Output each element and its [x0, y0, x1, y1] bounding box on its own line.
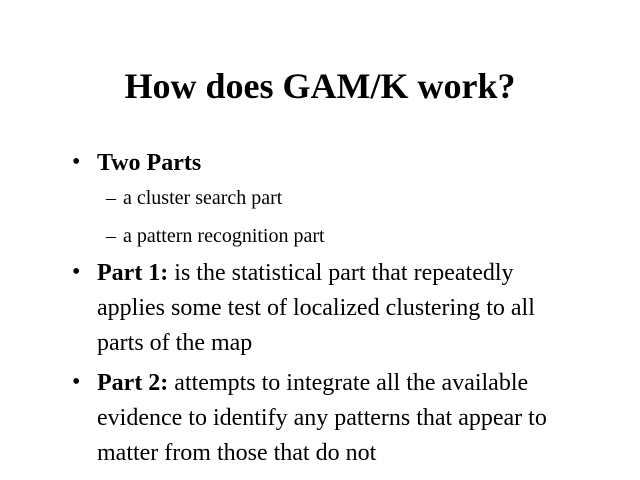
sub-item-text: a cluster search part	[123, 187, 283, 209]
bullet-two-parts	[72, 146, 572, 181]
bullet-heading: Part 2:	[97, 370, 169, 396]
bullet-heading: Two Parts	[97, 150, 202, 176]
sub-item-text: a pattern recognition part	[123, 225, 325, 247]
sub-item-cluster-search	[106, 186, 282, 210]
slide-title: How does GAM/K work?	[124, 66, 516, 106]
sub-marker: –	[106, 225, 116, 247]
bullet-marker: •	[72, 369, 81, 395]
bullet-marker: •	[72, 149, 81, 175]
bullet-text	[97, 366, 572, 471]
bullet-text	[97, 146, 572, 181]
sub-item-pattern-recognition	[106, 224, 325, 248]
bullet-heading: Part 1:	[97, 260, 169, 286]
bullet-text	[97, 256, 572, 361]
sub-marker: –	[106, 187, 116, 209]
bullet-body: attempts to integrate all the available evidence to identify any patterns that appear to matter from those that do not	[97, 370, 547, 466]
bullet-marker: •	[72, 259, 81, 285]
bullet-part-2	[72, 366, 572, 471]
bullet-part-1	[72, 256, 572, 361]
bullet-body: is the statistical part that repeatedly applies some test of localized clustering to all parts of the map	[97, 260, 535, 356]
